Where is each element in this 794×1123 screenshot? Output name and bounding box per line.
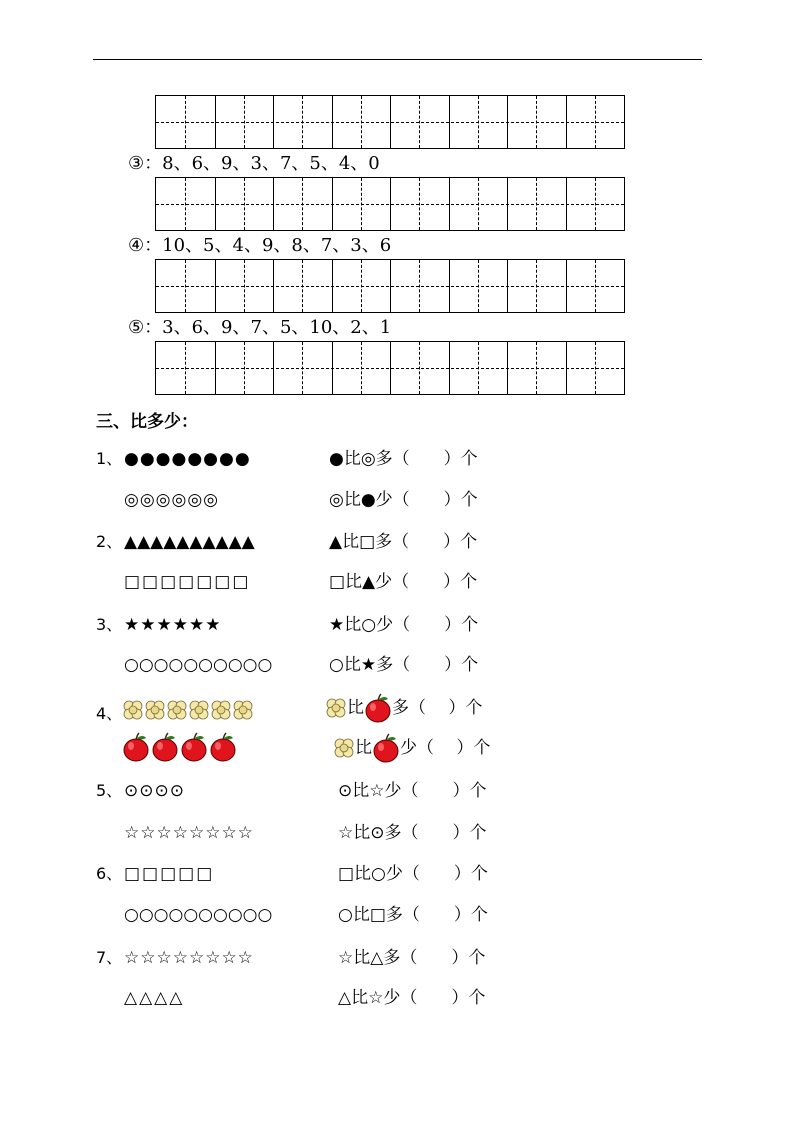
shape-row: ●●●●●●●● — [124, 449, 251, 469]
section-title: 三、比多少： — [96, 412, 198, 432]
question-text: ⊙比☆少（ ）个 — [338, 781, 487, 801]
question-text: ▲比□多（ ）个 — [329, 532, 478, 552]
item-number: 3、 — [96, 615, 123, 634]
shape-row: ☆☆☆☆☆☆☆☆ — [124, 823, 254, 843]
writing-grid-4 — [155, 341, 625, 395]
item-number: 2、 — [96, 532, 123, 551]
question-text — [333, 733, 490, 767]
sequence-5: ⑤：3、6、9、7、5、10、2、1 — [128, 317, 392, 338]
question-text: □比○少（ ）个 — [338, 864, 488, 884]
question-word: 比 — [347, 698, 364, 718]
apple-icon — [153, 733, 177, 761]
item-number: 5、 — [96, 781, 123, 800]
question-word: 少（ ）个 — [400, 738, 491, 758]
flower-icon — [190, 701, 208, 719]
header-rule — [93, 59, 702, 60]
flower-icon — [325, 697, 347, 719]
question-text: ☆比△多（ ）个 — [338, 948, 486, 968]
question-text — [325, 693, 482, 727]
writing-grid-3 — [155, 259, 625, 313]
apple-icon — [121, 730, 245, 764]
question-text: ◎比●少（ ）个 — [329, 490, 478, 510]
question-text: □比▲少（ ）个 — [329, 572, 478, 592]
item-number: 7、 — [96, 948, 123, 967]
flower-icon — [122, 698, 258, 724]
item-number: 6、 — [96, 864, 123, 883]
flower-row — [122, 698, 258, 724]
shape-row: ☆☆☆☆☆☆☆☆ — [124, 948, 254, 968]
shape-row: ○○○○○○○○○○ — [124, 655, 273, 675]
flower-icon — [333, 737, 355, 759]
shape-row: △△△△ — [124, 988, 185, 1008]
apple-icon — [211, 733, 235, 761]
question-word: 多（ ）个 — [392, 698, 483, 718]
flower-icon — [124, 701, 142, 719]
question-text: ☆比⊙多（ ）个 — [338, 823, 487, 843]
question-text: △比☆少（ ）个 — [338, 988, 486, 1008]
apple-icon — [364, 693, 392, 723]
question-text: ○比★多（ ）个 — [329, 655, 479, 675]
shape-row: ◎◎◎◎◎◎ — [124, 490, 220, 510]
apple-icon — [182, 733, 206, 761]
shape-row: ⊙⊙⊙⊙ — [124, 781, 185, 801]
question-text: ●比◎多（ ）个 — [329, 449, 478, 469]
question-text: ★比○少（ ）个 — [329, 615, 479, 635]
item-number: 1、 — [96, 449, 123, 468]
sequence-4: ④：10、5、4、9、8、7、3、6 — [128, 235, 392, 256]
question-text: ○比□多（ ）个 — [338, 905, 488, 925]
apple-icon — [124, 733, 148, 761]
writing-grid-1 — [155, 95, 625, 149]
flower-icon — [234, 701, 252, 719]
shape-row: ○○○○○○○○○○ — [124, 905, 273, 925]
flower-icon — [212, 701, 230, 719]
item-number: 4、 — [96, 704, 123, 723]
question-word: 比 — [355, 738, 372, 758]
shape-row: ▲▲▲▲▲▲▲▲▲▲ — [124, 532, 255, 552]
shape-row: ★★★★★★ — [124, 615, 222, 635]
flower-icon — [146, 701, 164, 719]
shape-row: □□□□□□□ — [124, 572, 251, 592]
writing-grid-2 — [155, 177, 625, 231]
apple-icon — [372, 733, 400, 763]
shape-row: □□□□□ — [124, 864, 215, 884]
sequence-3: ③：8、6、9、3、7、5、4、0 — [128, 153, 380, 174]
flower-icon — [168, 701, 186, 719]
apple-row — [121, 730, 245, 764]
